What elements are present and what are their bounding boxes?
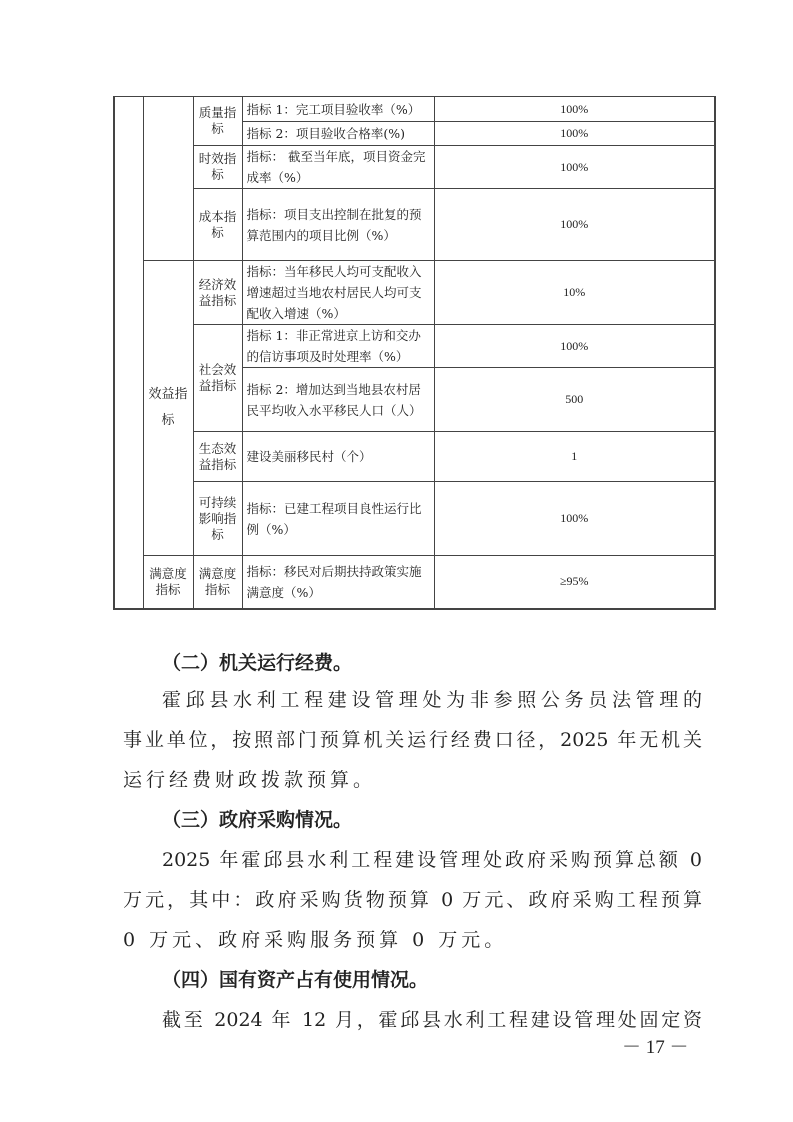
- section-heading: （四）国有资产占有使用情况。: [162, 969, 429, 991]
- indicator-cell: 指标 2：项目验收合格率(%): [242, 122, 434, 146]
- paragraph-line: 0 万元、政府采购服务预算 0 万元。: [123, 929, 508, 951]
- category-cell: 时效指标: [193, 146, 242, 189]
- paragraph-line: 事业单位，按照部门预算机关运行经费口径，2025 年无机关: [123, 729, 702, 751]
- value-cell: 100%: [434, 482, 715, 556]
- value-cell: 10%: [434, 261, 715, 325]
- category-cell: 可持续影响指标: [193, 482, 242, 556]
- table-row: [114, 432, 715, 482]
- table-row: [114, 97, 715, 122]
- category-cell: 经济效益指标: [193, 261, 242, 325]
- indicator-cell: 指标：项目支出控制在批复的预算范围内的项目比例（%）: [242, 189, 434, 261]
- paragraph-line: 霍邱县水利工程建设管理处为非参照公务员法管理的: [162, 689, 702, 711]
- paragraph-line: 万元，其中：政府采购货物预算 0 万元、政府采购工程预算: [123, 889, 702, 911]
- indicator-cell: 指标：已建工程项目良性运行比例（%）: [242, 482, 434, 556]
- paragraph-line: 2025 年霍邱县水利工程建设管理处政府采购预算总额 0: [162, 849, 702, 871]
- section-heading: （三）政府采购情况。: [162, 809, 353, 831]
- group-benefit: 效益指标: [143, 261, 193, 556]
- paragraph-line: 截至 2024 年 12 月，霍邱县水利工程建设管理处固定资: [162, 1009, 702, 1031]
- indicator-cell: 指标 2：增加达到当地县农村居民平均收入水平移民人口（人）: [242, 368, 434, 432]
- indicator-cell: 指标 1：完工项目验收率（%）: [242, 97, 434, 122]
- category-cell: 成本指标: [193, 189, 242, 261]
- table-row: [114, 146, 715, 189]
- table-row: [114, 261, 715, 325]
- indicator-cell: 建设美丽移民村（个）: [242, 432, 434, 482]
- value-cell: 500: [434, 368, 715, 432]
- value-cell: 1: [434, 432, 715, 482]
- category-cell: 社会效益指标: [193, 325, 242, 432]
- indicator-cell: 指标 1：非正常进京上访和交办的信访事项及时处理率（%）: [242, 325, 434, 368]
- table-row: [114, 556, 715, 609]
- indicator-cell: 指标：移民对后期扶持政策实施满意度（%）: [242, 556, 434, 609]
- section-heading: （二）机关运行经费。: [162, 652, 353, 674]
- page-number: － 17 －: [622, 1037, 689, 1058]
- group-satisfaction: 满意度指标: [143, 556, 193, 609]
- value-cell: 100%: [434, 97, 715, 122]
- level1-cell: [114, 97, 143, 609]
- indicator-cell: 指标：当年移民人均可支配收入增速超过当地农村居民人均可支配收入增速（%）: [242, 261, 434, 325]
- level2-cell: [143, 97, 193, 261]
- category-cell: 质量指标: [193, 97, 242, 146]
- value-cell: ≥95%: [434, 556, 715, 609]
- indicator-cell: 指标： 截至当年底，项目资金完成率（%）: [242, 146, 434, 189]
- table-row: [114, 325, 715, 368]
- performance-indicator-table: [113, 96, 716, 610]
- value-cell: 100%: [434, 325, 715, 368]
- table-row: [114, 189, 715, 261]
- table-row: [114, 482, 715, 556]
- value-cell: 100%: [434, 122, 715, 146]
- value-cell: 100%: [434, 146, 715, 189]
- category-cell: 满意度指标: [193, 556, 242, 609]
- category-cell: 生态效益指标: [193, 432, 242, 482]
- paragraph-line: 运行经费财政拨款预算。: [123, 769, 377, 791]
- value-cell: 100%: [434, 189, 715, 261]
